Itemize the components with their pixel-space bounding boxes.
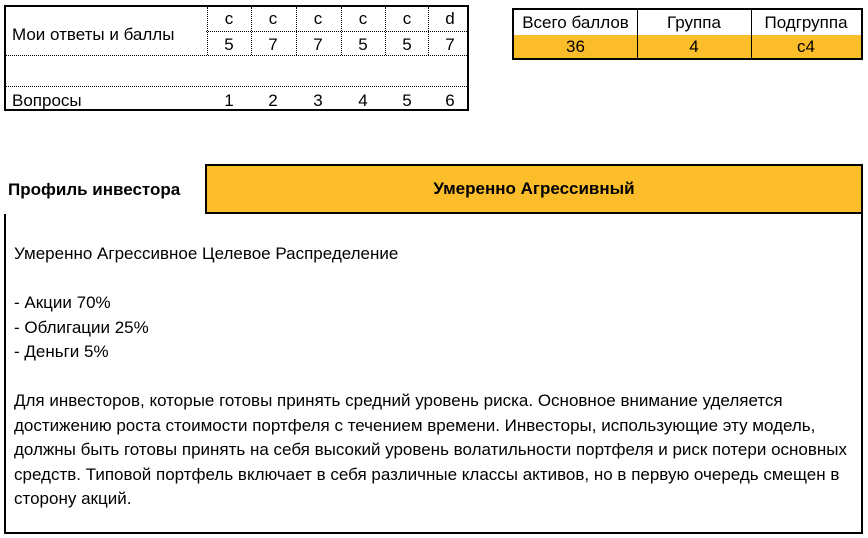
subgroup-column	[751, 10, 861, 58]
question-number: 1	[224, 91, 234, 110]
question-number: 3	[313, 91, 323, 110]
allocation-item: - Деньги 5%	[14, 342, 109, 361]
score-cell: 7	[445, 35, 455, 54]
group-label: Группа	[637, 10, 751, 35]
answer-cell: d	[445, 9, 455, 28]
question-number: 5	[402, 91, 412, 110]
answer-cell: c	[224, 9, 234, 28]
total-column	[514, 10, 637, 58]
score-cell: 7	[313, 35, 323, 54]
subgroup-label: Подгруппа	[751, 10, 861, 35]
group-column	[637, 10, 751, 58]
profile-description	[4, 214, 863, 534]
allocation-item: - Облигации 25%	[14, 317, 149, 337]
description-text: Для инвесторов, которые готовы принять средний уровень риска. Основное внимание уделяется достижению роста стоимости портфеля с течением времени. Инвесторы, использующие эту модель, должны быть готовы принять на себя высокий уровень волатильности портфеля и риск потери основных средств. Типовой портфель включает в себя различные классы активов, но в первую очередь смещен в сторону акций.	[14, 391, 847, 508]
question-number: 2	[268, 91, 278, 110]
answers-table	[4, 5, 469, 111]
answer-cell: c	[268, 9, 278, 28]
column-separator	[751, 10, 752, 58]
profile-value: Умеренно Агрессивный	[205, 164, 863, 214]
column-separator	[637, 10, 638, 58]
answer-cell: c	[358, 9, 368, 28]
question-number: 6	[445, 91, 455, 110]
score-cell: 5	[358, 35, 368, 54]
allocation-item: - Акции 70%	[14, 293, 111, 312]
subgroup-value: c4	[751, 35, 861, 58]
group-value: 4	[637, 35, 751, 58]
profile-label: Профиль инвестора	[8, 180, 181, 199]
answers-label: Мои ответы и баллы	[12, 25, 175, 44]
score-cell: 7	[268, 35, 278, 54]
allocation-heading: Умеренно Агрессивное Целевое Распределение	[14, 244, 399, 263]
total-value: 36	[514, 35, 637, 58]
grid-line	[6, 55, 467, 56]
score-cell: 5	[402, 35, 412, 54]
answer-cell: c	[402, 9, 412, 28]
grid-line	[206, 31, 467, 32]
grid-line	[6, 86, 467, 87]
answer-cell: c	[313, 9, 323, 28]
score-cell: 5	[224, 35, 234, 54]
summary-table	[512, 8, 863, 60]
question-number: 4	[358, 91, 368, 110]
questions-label: Вопросы	[12, 91, 82, 110]
total-label: Всего баллов	[514, 10, 637, 35]
